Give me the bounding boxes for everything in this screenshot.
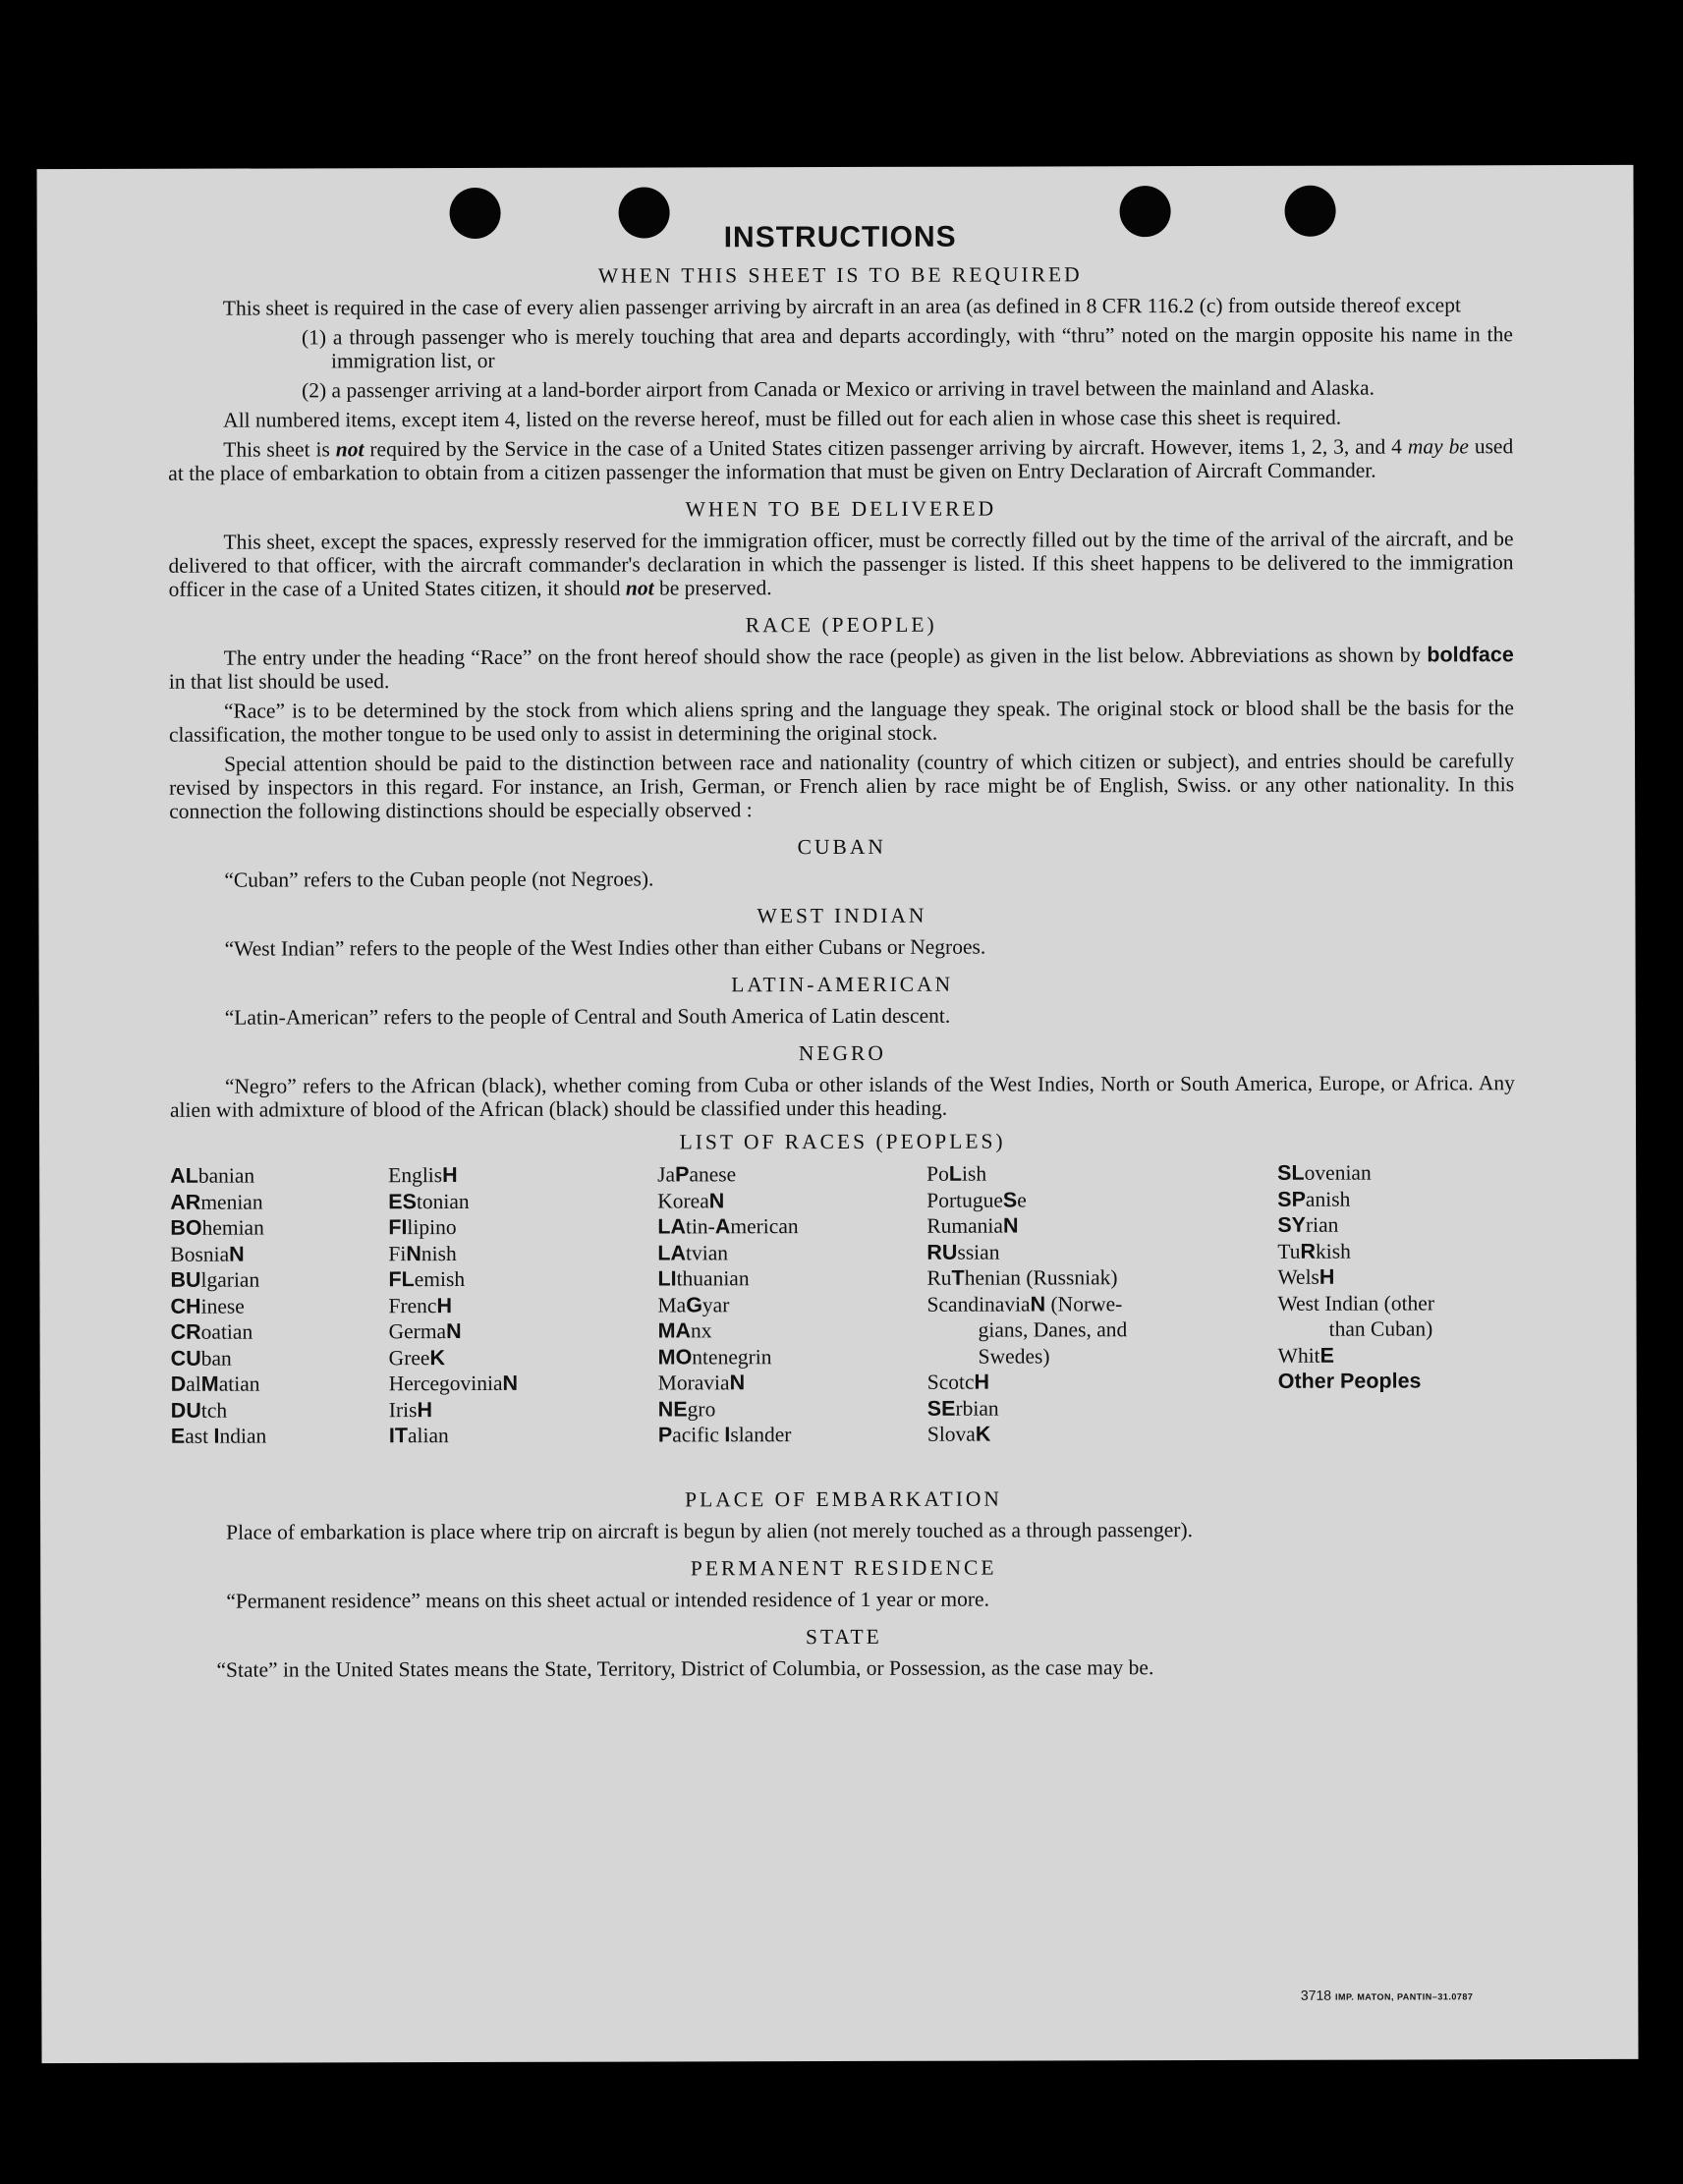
race-entry: WhitE bbox=[1277, 1343, 1335, 1368]
section-heading-latin-american: LATIN-AMERICAN bbox=[731, 972, 954, 997]
section-heading-west-indian: WEST INDIAN bbox=[757, 903, 927, 928]
paragraph: Special attention should be paid to the distinction between race and nationality (country of which citizen or subject), and entries should be carefully revised by inspectors in this regard. For instance, an Irish, German, or French alien by race might be of English, Swiss. or any other nationality. In this connection the following distinctions should be especially observed : bbox=[169, 749, 1515, 823]
races-column bbox=[388, 1162, 518, 1449]
list-item: (1) a through passenger who is merely touching that area and departs accordingly, with “thru” noted on the margin opposite his name in the immigration list, or bbox=[301, 322, 1513, 373]
paragraph: “Race” is to be determined by the stock from which aliens spring and the language they speak. The original stock or blood shall be the basis for the classification, the mother tongue to be used only to assist in determining the original stock. bbox=[168, 696, 1514, 747]
form-number: 3718 bbox=[1300, 1987, 1332, 2003]
race-entry: Other Peoples bbox=[1277, 1369, 1422, 1393]
race-entry: RUssian bbox=[926, 1240, 1000, 1264]
section-heading-embarkation: PLACE OF EMBARKATION bbox=[685, 1486, 1002, 1512]
race-entry: DalMatian bbox=[170, 1372, 260, 1396]
paragraph: “Permanent residence” means on this sheet actual or intended residence of 1 year or more. bbox=[226, 1587, 989, 1613]
races-column bbox=[1277, 1159, 1518, 1394]
race-entry: ARmenian bbox=[170, 1190, 263, 1214]
race-entry: gians, Danes, and bbox=[978, 1317, 1128, 1342]
paragraph: The entry under the heading “Race” on the front hereof should show the race (people) as given in the list below. Abbreviations as shown by boldface in that list should be used. bbox=[168, 643, 1514, 694]
race-entry: West Indian (other bbox=[1277, 1290, 1435, 1316]
race-entry: MOntenegrin bbox=[657, 1344, 772, 1369]
list-item: (2) a passenger arriving at a land-border airport from Canada or Mexico or arriving in travel between the mainland and Alaska. bbox=[302, 375, 1375, 403]
paragraph: “Latin-American” refers to the people of Central and South America of Latin descent. bbox=[224, 1003, 951, 1030]
race-entry: ALbanian bbox=[170, 1163, 255, 1188]
race-entry: MaGyar bbox=[657, 1292, 730, 1316]
section-heading-state: STATE bbox=[805, 1624, 882, 1650]
race-entry: TuRkish bbox=[1277, 1239, 1351, 1263]
section-heading-residence: PERMANENT RESIDENCE bbox=[690, 1555, 997, 1581]
paragraph: This sheet, except the spaces, expressly reserved for the immigration officer, must be correctly filled out by the time of the arrival of the aircraft, and be delivered to that officer, with the aircraft commander's declaration in which the passenger is listed. If this sheet happens to be delivered to the immigration officer in the case of a United States citizen, it should not be preserved. bbox=[168, 527, 1514, 601]
paragraph: All numbered items, except item 4, listed on the reverse hereof, must be filled out for each alien in whose case this sheet is required. bbox=[223, 405, 1342, 432]
document-sheet bbox=[36, 165, 1638, 2063]
instructions-content bbox=[168, 220, 1517, 1682]
race-entry: East Indian bbox=[170, 1424, 267, 1448]
race-entry: EStonian bbox=[388, 1189, 470, 1213]
paragraph: “Negro” refers to the African (black), whether coming from Cuba or other islands of the West Indies, North or South America, Europe, or Africa. Any alien with admixture of blood of the African (black) should be classified under this heading. bbox=[169, 1071, 1515, 1122]
race-entry: LAtin-American bbox=[657, 1214, 799, 1239]
race-entry: SYrian bbox=[1277, 1212, 1339, 1237]
paragraph: “Cuban” refers to the Cuban people (not Negroes). bbox=[224, 867, 654, 892]
race-entry: Swedes) bbox=[978, 1343, 1050, 1369]
race-entry: CHinese bbox=[170, 1294, 245, 1318]
section-heading-required: WHEN THIS SHEET IS TO BE REQUIRED bbox=[597, 262, 1083, 288]
race-entry: FIlipino bbox=[388, 1215, 457, 1240]
race-entry: KoreaN bbox=[657, 1188, 725, 1212]
section-heading-negro: NEGRO bbox=[798, 1040, 886, 1066]
race-entry: FiNnish bbox=[388, 1241, 457, 1265]
race-entry: MoraviaN bbox=[657, 1371, 746, 1395]
race-entry: BUlgarian bbox=[170, 1267, 260, 1292]
race-entry: ScotcH bbox=[926, 1370, 990, 1394]
printer-name: IMP. MATON, PANTIN–31.0787 bbox=[1334, 1991, 1474, 2002]
races-column bbox=[170, 1163, 266, 1450]
race-entry: CRoatian bbox=[170, 1319, 253, 1344]
race-entry: BosniaN bbox=[170, 1242, 245, 1266]
section-heading-delivered: WHEN TO BE DELIVERED bbox=[685, 496, 997, 522]
printer-imprint bbox=[1301, 1987, 1473, 2002]
race-entry: DUtch bbox=[170, 1398, 228, 1423]
race-entry: GreeK bbox=[388, 1345, 445, 1370]
paragraph: Place of embarkation is place where trip on aircraft is begun by alien (not merely touched as a through passenger). bbox=[226, 1518, 1194, 1544]
race-entry: HercegoviniaN bbox=[388, 1371, 519, 1396]
paragraph: This sheet is not required by the Service in the case of a United States citizen passenger arriving by aircraft. However, items 1, 2, 3, and 4 may be used at the place of embarkation to obtain from a citizen passenger the information that must be given on Entry Declaration of Aircraft Commander. bbox=[168, 434, 1514, 485]
race-entry: CUban bbox=[170, 1346, 232, 1371]
races-column bbox=[926, 1160, 1203, 1447]
race-entry: PortugueSe bbox=[926, 1187, 1027, 1212]
race-entry: SLovenian bbox=[1277, 1160, 1372, 1185]
race-entry: EnglisH bbox=[388, 1163, 458, 1188]
race-entry: RuThenian (Russniak) bbox=[926, 1265, 1118, 1290]
race-entry: BOhemian bbox=[170, 1215, 264, 1240]
race-entry: PoLish bbox=[926, 1161, 987, 1186]
section-heading-cuban: CUBAN bbox=[797, 834, 886, 860]
race-entry: LIthuanian bbox=[657, 1266, 750, 1291]
race-entry: FLemish bbox=[388, 1266, 466, 1292]
paragraph: This sheet is required in the case of every alien passenger arriving by aircraft in an area (as defined in 8 CFR 116.2 (c) from outside thereof except bbox=[222, 293, 1461, 320]
race-entry: FrencH bbox=[388, 1293, 453, 1317]
race-entry: SPanish bbox=[1277, 1187, 1351, 1211]
race-entry: GermaN bbox=[388, 1319, 462, 1344]
race-entry: ScandinaviaN (Norwe- bbox=[926, 1291, 1123, 1316]
race-entry: LAtvian bbox=[657, 1240, 729, 1264]
race-entry: NEgro bbox=[657, 1396, 716, 1421]
paragraph: “State” in the United States means the State, Territory, District of Columbia, or Possession, as the case may be. bbox=[216, 1655, 1154, 1682]
races-list bbox=[170, 1159, 1516, 1476]
section-heading-race: RACE (PEOPLE) bbox=[745, 612, 937, 638]
race-entry: ITalian bbox=[388, 1424, 449, 1448]
race-entry: JaPanese bbox=[657, 1162, 737, 1187]
race-entry: RumaniaN bbox=[926, 1213, 1019, 1238]
page-title: INSTRUCTIONS bbox=[723, 220, 957, 254]
race-entry: SErbian bbox=[926, 1396, 999, 1421]
paragraph: “West Indian” refers to the people of the West Indies other than either Cubans or Negroes. bbox=[224, 934, 986, 961]
race-entry: than Cuban) bbox=[1328, 1316, 1433, 1341]
section-heading-races: LIST OF RACES (PEOPLES) bbox=[679, 1129, 1006, 1154]
race-entry: SlovaK bbox=[926, 1422, 991, 1446]
race-entry: Pacific Islander bbox=[657, 1423, 792, 1447]
race-entry: IrisH bbox=[388, 1397, 433, 1422]
races-column bbox=[657, 1161, 799, 1448]
race-entry: WelsH bbox=[1277, 1264, 1335, 1289]
race-entry: MAnx bbox=[657, 1318, 712, 1343]
